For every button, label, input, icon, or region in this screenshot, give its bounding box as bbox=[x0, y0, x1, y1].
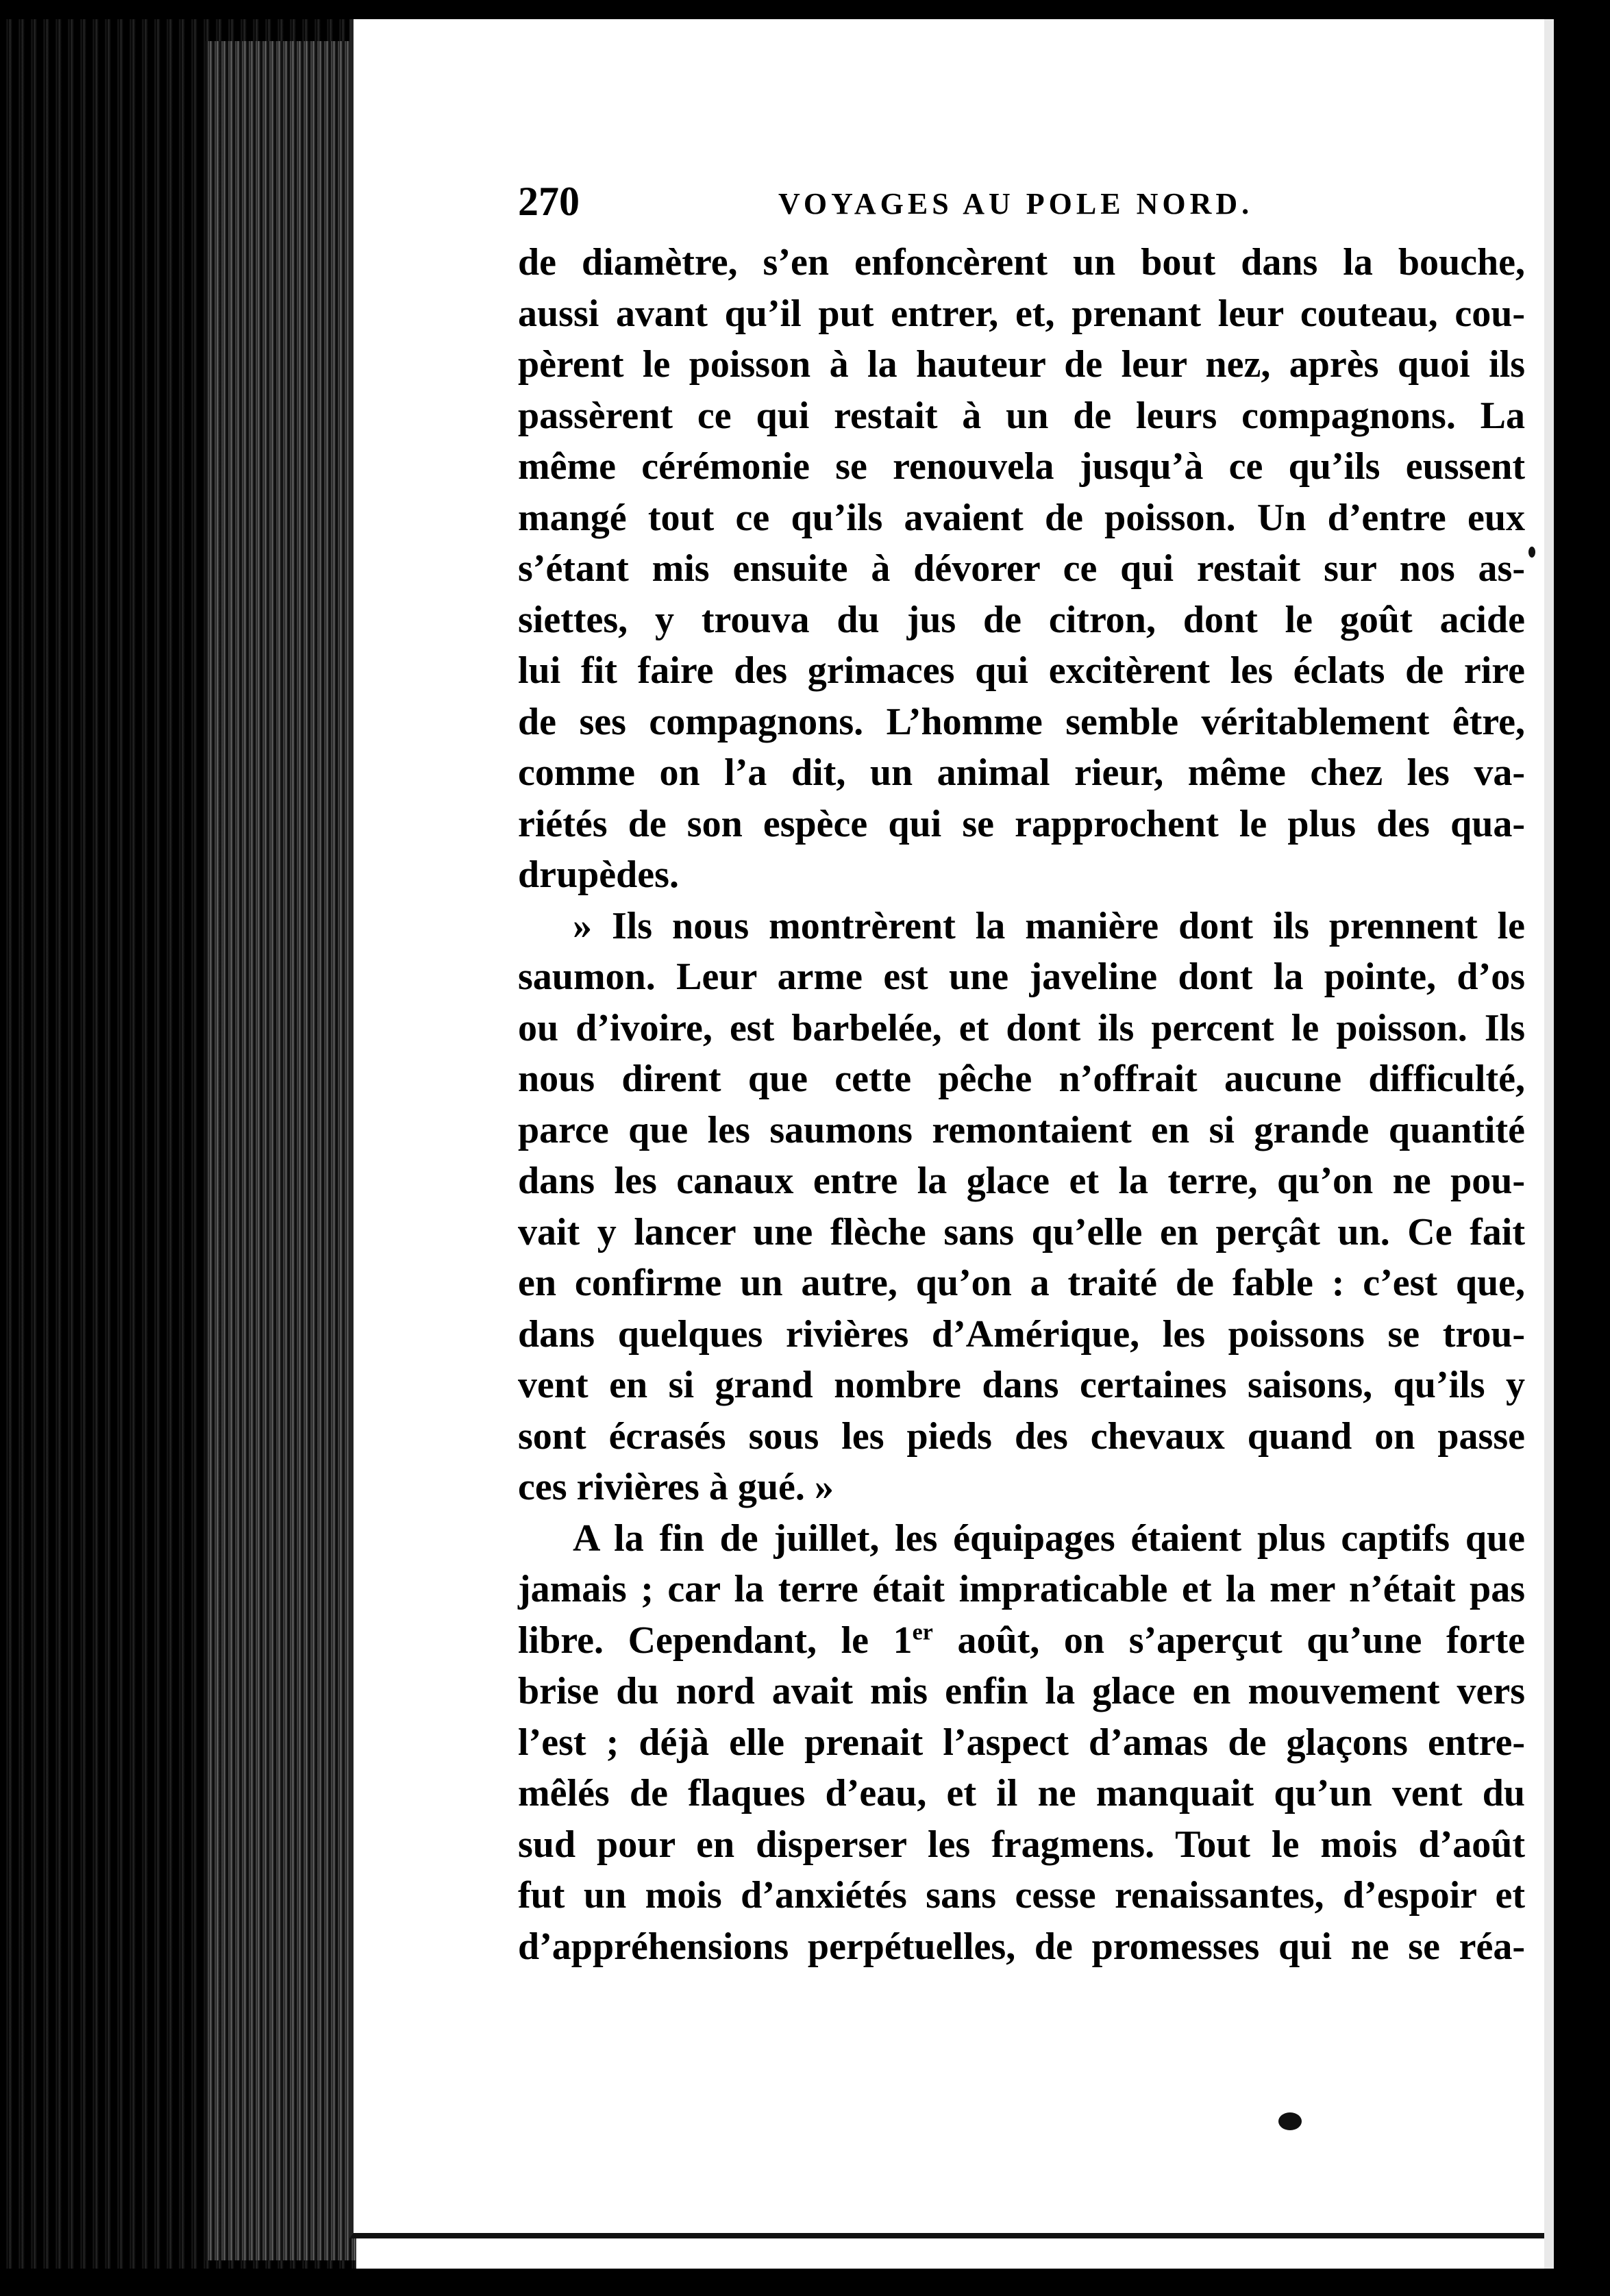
text-line: d’appréhensions perpétuelles, de promesses qui ne se réa- bbox=[518, 1925, 1525, 1968]
date-day: 1 bbox=[893, 1619, 913, 1662]
text-line: drupèdes. bbox=[518, 853, 679, 896]
facing-page-edge bbox=[1544, 19, 1554, 2269]
text-line: brise du nord avait mis enfin la glace en mouvement vers bbox=[518, 1670, 1525, 1712]
text-line-with-date bbox=[518, 1615, 1525, 1667]
paragraph-start-line: » Ils nous montrèrent la manière dont ils prennent le bbox=[573, 904, 1525, 947]
text-line: mêlés de flaques d’eau, et il ne manquait qu’un vent du bbox=[518, 1772, 1525, 1814]
page-edges bbox=[206, 41, 356, 2260]
text-line: ou d’ivoire, est barbelée, et dont ils percent le poisson. Ils bbox=[518, 1006, 1525, 1049]
ordinal-suffix: er bbox=[912, 1619, 933, 1645]
text-line: sont écrasés sous les pieds des chevaux quand on passe bbox=[518, 1414, 1525, 1458]
scan-border-top bbox=[0, 0, 1610, 19]
text-line: mangé tout ce qu’ils avaient de poisson. Un d’entre eux bbox=[518, 496, 1525, 539]
text-fragment: libre. Cependant, le bbox=[518, 1619, 869, 1662]
text-line: parce que les saumons remontaient en si grande quantité bbox=[518, 1108, 1525, 1151]
text-line: vent en si grand nombre dans certaines saisons, qu’ils y bbox=[518, 1364, 1525, 1406]
text-line: fut un mois d’anxiétés sans cesse renaissantes, d’espoir et bbox=[518, 1874, 1525, 1917]
text-line: de diamètre, s’en enfoncèrent un bout dans la bouche, bbox=[518, 241, 1525, 284]
text-line: vait y lancer une flèche sans qu’elle en perçât un. Ce fait bbox=[518, 1210, 1525, 1253]
text-line: l’est ; déjà elle prenait l’aspect d’amas de glaçons entre- bbox=[518, 1721, 1525, 1764]
running-title: VOYAGES AU POLE NORD. bbox=[778, 187, 1254, 221]
page-header bbox=[518, 178, 1532, 233]
text-fragment: août, on s’aperçut qu’une forte bbox=[932, 1619, 1525, 1662]
text-line: en confirme un autre, qu’on a traité de fable : c’est que, bbox=[518, 1262, 1525, 1304]
text-line: riétés de son espèce qui se rapprochent le plus des qua- bbox=[518, 802, 1525, 845]
text-line: dans les canaux entre la glace et la terre, qu’on ne pou- bbox=[518, 1160, 1525, 1202]
text-line: pèrent le poisson à la hauteur de leur nez, après quoi ils bbox=[518, 343, 1525, 386]
text-line: siettes, y trouva du jus de citron, dont le goût acide bbox=[518, 598, 1525, 641]
text-line: sud pour en disperser les fragmens. Tout le mois d’août bbox=[518, 1823, 1525, 1866]
ink-blot bbox=[1278, 2112, 1302, 2130]
text-line: saumon. Leur arme est une javeline dont la pointe, d’os bbox=[518, 956, 1525, 998]
text-line: dans quelques rivières d’Amérique, les poissons se trou- bbox=[518, 1312, 1525, 1356]
scan-speck bbox=[1528, 547, 1535, 558]
text-line: de ses compagnons. L’homme semble véritablement être, bbox=[518, 700, 1525, 743]
body-text bbox=[518, 237, 1525, 1972]
text-line: passèrent ce qui restait à un de leurs compagnons. La bbox=[518, 394, 1525, 437]
text-line: comme on l’a dit, un animal rieur, même chez les va- bbox=[518, 751, 1525, 794]
text-line: ces rivières à gué. » bbox=[518, 1466, 834, 1508]
text-line: nous dirent que cette pêche n’offrait aucune difficulté, bbox=[518, 1058, 1525, 1100]
page-number: 270 bbox=[518, 179, 580, 224]
text-line: lui fit faire des grimaces qui excitèrent les éclats de rire bbox=[518, 649, 1525, 692]
paragraph-start-line: A la fin de juillet, les équipages étaient plus captifs que bbox=[573, 1517, 1525, 1560]
scan-border-right bbox=[1554, 0, 1610, 2296]
text-line: aussi avant qu’il put entrer, et, prenant leur couteau, cou- bbox=[518, 292, 1525, 335]
text-line: même cérémonie se renouvela jusqu’à ce qu’ils eussent bbox=[518, 445, 1525, 488]
text-line: s’étant mis ensuite à dévorer ce qui restait sur nos as- bbox=[518, 547, 1525, 590]
text-line: jamais ; car la terre était impraticable et la mer n’était pas bbox=[518, 1568, 1525, 1610]
book-page bbox=[349, 19, 1544, 2238]
scan-border-bottom bbox=[0, 2269, 1610, 2296]
